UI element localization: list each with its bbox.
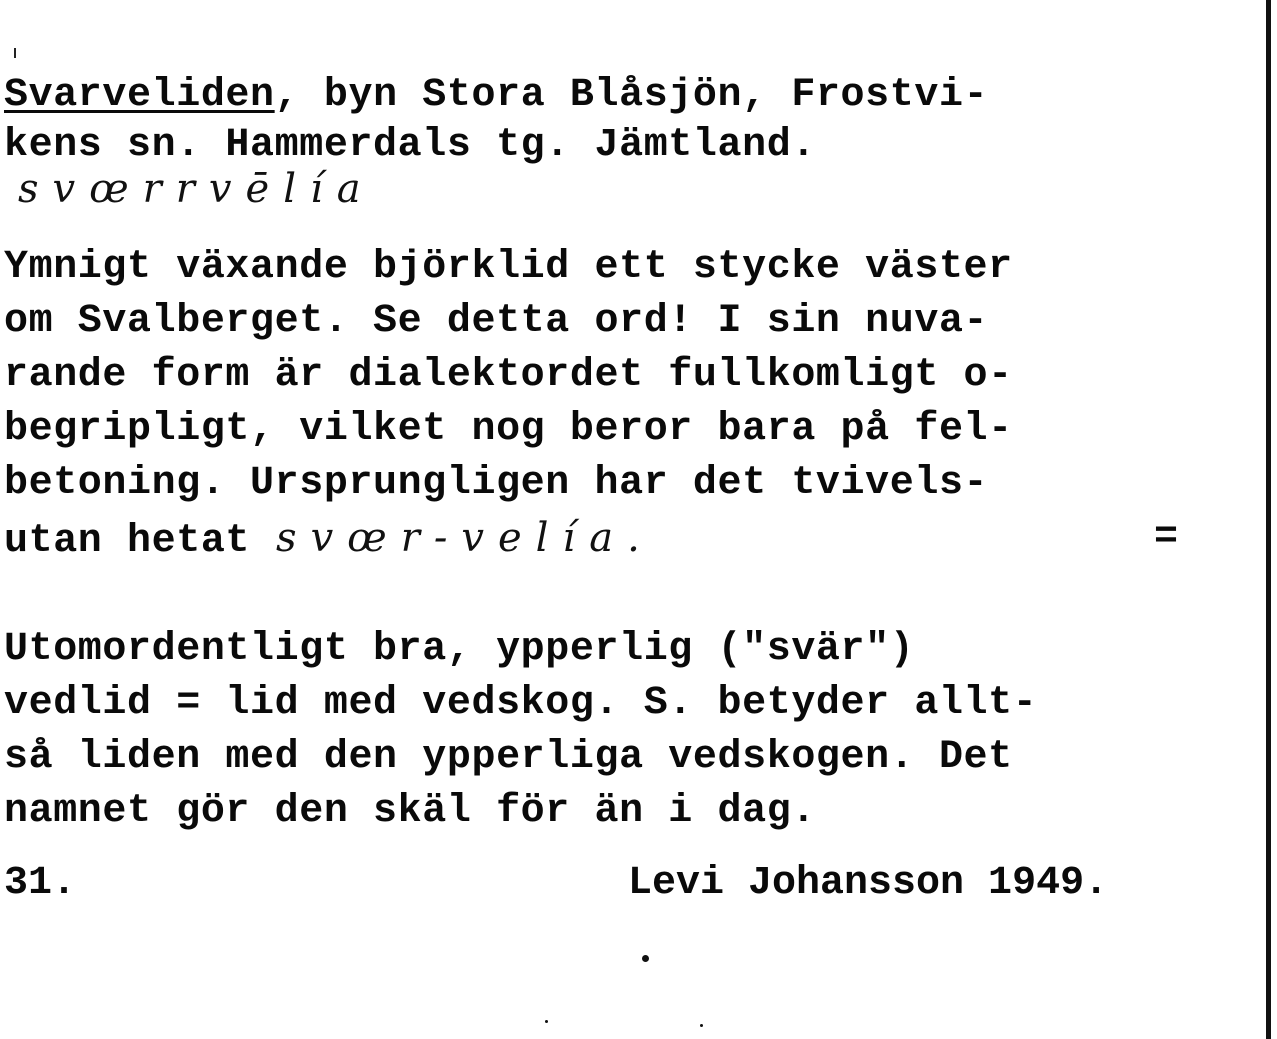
author-signature: Levi Johansson 1949.: [628, 861, 1109, 906]
paragraph-1-line-2: om Svalberget. Se detta ord! I sin nuva-: [4, 299, 989, 344]
ink-speck: [545, 1020, 548, 1023]
signature-row: [4, 862, 1234, 906]
line-prefix: utan hetat: [4, 519, 251, 564]
heading-line: [4, 74, 988, 118]
paragraph-1-line-1: Ymnigt växande björklid ett stycke väster: [4, 245, 1013, 290]
place-name: Svarveliden: [4, 73, 275, 118]
paragraph-1-line-6: [4, 515, 1179, 564]
handwritten-pronunciation-1: svœrrvēlía: [18, 166, 375, 212]
paragraph-2-line-1: Utomordentligt bra, ypperlig ("svär"): [4, 627, 915, 672]
heading-location: , byn Stora Blåsjön, Frostvi-: [274, 73, 989, 118]
ink-dot: [642, 955, 649, 962]
paragraph-1-line-3: rande form är dialektordet fullkomligt o-: [4, 353, 1013, 398]
paragraph-2-line-3: så liden med den ypperliga vedskogen. Det: [4, 735, 1013, 780]
paragraph-2-line-4: namnet gör den skäl för än i dag.: [4, 789, 816, 834]
paragraph-2-line-2: vedlid = lid med vedskog. S. betyder allt-: [4, 681, 1038, 726]
margin-tick-mark: [14, 48, 16, 58]
paragraph-1-line-4: begripligt, vilket nog beror bara på fel-: [4, 407, 1013, 452]
end-mark: =: [1154, 515, 1179, 560]
paragraph-1-line-5: betoning. Ursprungligen har det tvivels-: [4, 461, 989, 506]
card-right-border: [1266, 0, 1271, 1039]
handwritten-pronunciation-2: svœr-velía.: [276, 515, 654, 561]
card-number: 31.: [4, 861, 77, 906]
heading-line-2: kens sn. Hammerdals tg. Jämtland.: [4, 123, 816, 168]
ink-speck: [700, 1024, 703, 1027]
